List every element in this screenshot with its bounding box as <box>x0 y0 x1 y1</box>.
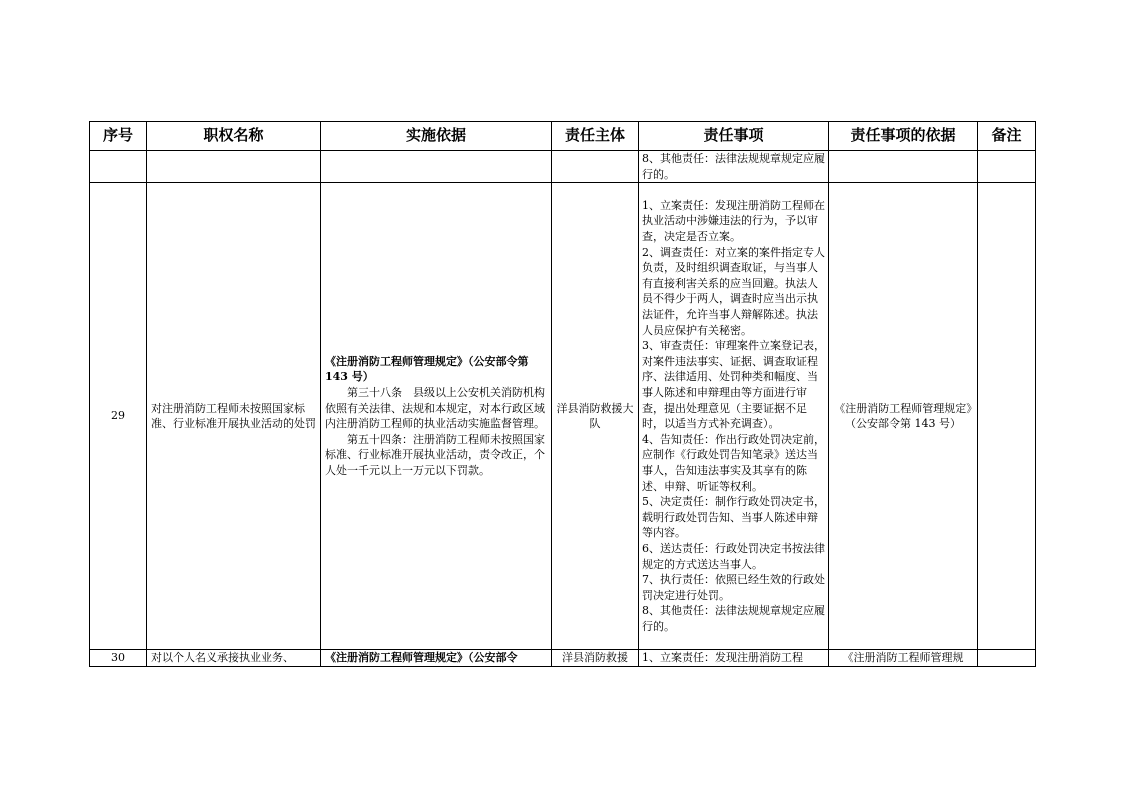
cell-duties <box>639 151 829 183</box>
duty-item: 5、决定责任：制作行政处罚决定书，载明行政处罚告知、当事人陈述申辩等内容。 <box>642 495 825 540</box>
basis-paragraph: 第三十八条 县级以上公安机关消防机构依照有关法律、法规和本规定，对本行政区域内注册消防工程师的执业活动实施监督管理。 <box>325 386 545 431</box>
duty-item: 6、送达责任：行政处罚决定书按法律规定的方式送达当事人。 <box>642 541 825 571</box>
header-name: 职权名称 <box>147 122 321 151</box>
cell-duty-basis: 《注册消防工程师管理规 <box>829 650 978 667</box>
duty-item: 8、其他责任：法律法规规章规定应履行的。 <box>642 152 825 181</box>
cell-name <box>147 151 321 183</box>
duty-item: 1、立案责任：发现注册消防工程 <box>642 651 803 665</box>
cell-name: 对以个人名义承接执业业务、 <box>147 650 321 667</box>
cell-duty-basis <box>829 151 978 183</box>
duty-item: 4、告知责任：作出行政处罚决定前，应制作《行政处罚告知笔录》送达当事人，告知违法事实及其享有的陈述、申辩、听证等权利。 <box>642 432 825 493</box>
basis-paragraph: 第五十四条：注册消防工程师未按照国家标准、行业标准开展执业活动，责令改正，个人处一千元以上一万元以下罚款。 <box>325 432 545 477</box>
header-remark: 备注 <box>978 122 1036 151</box>
table-row-continued <box>90 151 1036 183</box>
header-duty-basis: 责任事项的依据 <box>829 122 978 151</box>
cell-no <box>90 151 147 183</box>
header-subject: 责任主体 <box>552 122 639 151</box>
duty-item: 2、调查责任：对立案的案件指定专人负责，及时组织调查取证，与当事人有直接利害关系的应当回避。执法人员不得少于两人，调查时应当出示执法证件，允许当事人辩解陈述。执法人员应保护有关秘密。 <box>642 245 825 337</box>
header-row <box>90 122 1036 151</box>
cell-basis <box>321 183 552 650</box>
header-no: 序号 <box>90 122 147 151</box>
cell-duty-basis: 《注册消防工程师管理规定》（公安部令第 143 号） <box>829 183 978 650</box>
table-row-29 <box>90 183 1036 650</box>
cell-remark <box>978 151 1036 183</box>
header-basis: 实施依据 <box>321 122 552 151</box>
duty-item: 1、立案责任：发现注册消防工程师在执业活动中涉嫌违法的行为，予以审查，决定是否立案。 <box>642 198 825 244</box>
cell-subject <box>552 151 639 183</box>
duty-item: 3、审查责任：审理案件立案登记表，对案件违法事实、证据、调查取证程序、法律适用、处罚种类和幅度、当事人陈述和申辩理由等方面进行审查，提出处理意见（主要证据不足时，以适当方式补充调查）。 <box>642 339 825 431</box>
duty-item: 8、其他责任：法律法规规章规定应履行的。 <box>642 604 825 633</box>
cell-no: 30 <box>90 650 147 667</box>
cell-basis <box>321 650 552 667</box>
basis-title: 《注册消防工程师管理规定》（公安部令 <box>325 651 518 665</box>
cell-name: 对注册消防工程师未按照国家标准、行业标准开展执业活动的处罚 <box>147 183 321 650</box>
cell-subject: 洋县消防救援 <box>552 650 639 667</box>
cell-duties <box>639 183 829 650</box>
table-row-30 <box>90 650 1036 667</box>
duty-item: 7、执行责任：依照已经生效的行政处罚决定进行处罚。 <box>642 573 825 602</box>
header-duties: 责任事项 <box>639 122 829 151</box>
basis-title: 《注册消防工程师管理规定》（公安部令第 143 号） <box>325 354 529 384</box>
cell-remark <box>978 183 1036 650</box>
cell-basis <box>321 151 552 183</box>
cell-no: 29 <box>90 183 147 650</box>
cell-duties <box>639 650 829 667</box>
duty-list-table <box>89 121 1036 667</box>
cell-remark <box>978 650 1036 667</box>
cell-subject: 洋县消防救援大队 <box>552 183 639 650</box>
